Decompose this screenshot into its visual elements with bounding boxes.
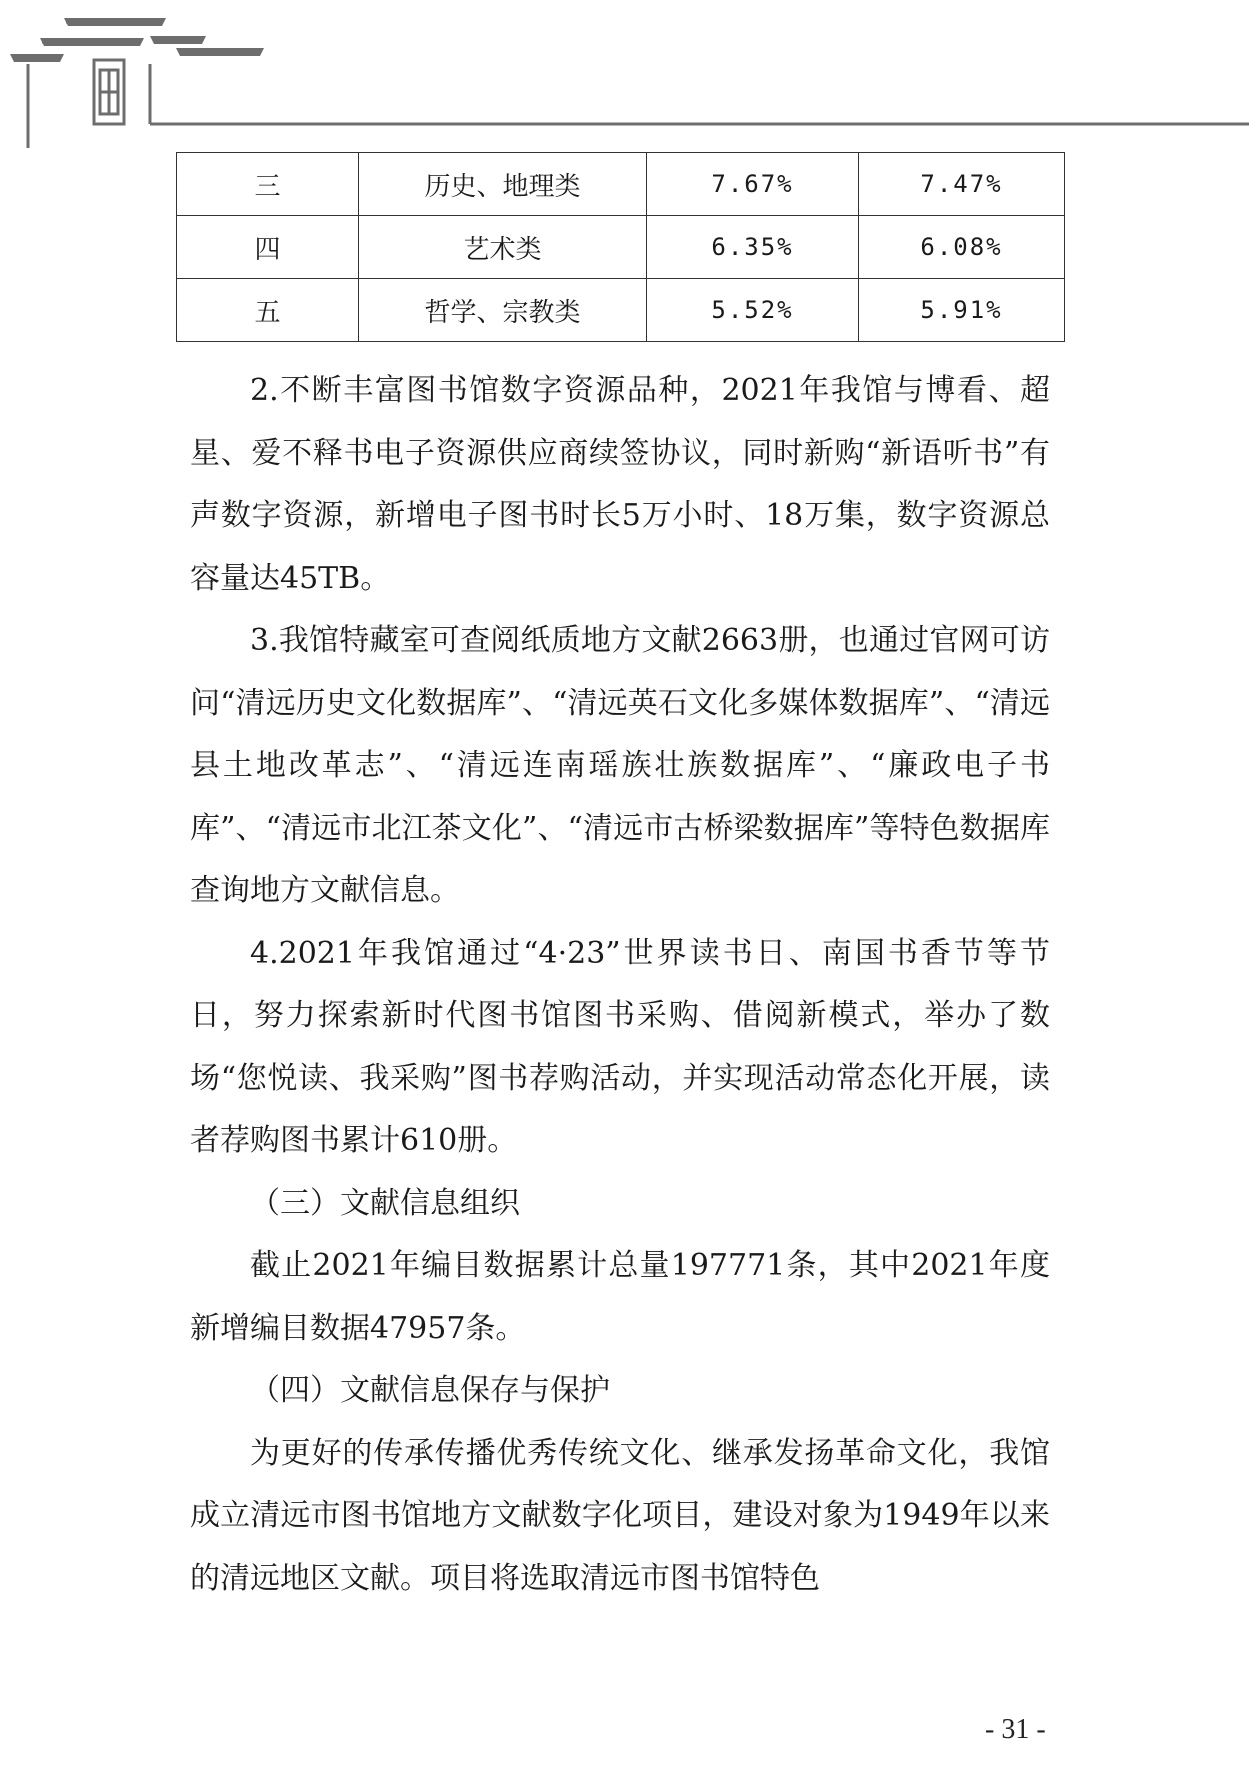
table-cell-value: 7.47%: [859, 153, 1065, 216]
table-cell-value: 6.35%: [647, 216, 859, 279]
statistics-table: [176, 152, 1065, 342]
section-heading: （三）文献信息组织: [250, 1185, 520, 1221]
table-cell-rank: 五: [177, 279, 359, 342]
table-cell-value: 7.67%: [647, 153, 859, 216]
table-cell-rank: 四: [177, 216, 359, 279]
table-row: [177, 279, 1065, 342]
table-cell-value: 5.52%: [647, 279, 859, 342]
table-row: [177, 153, 1065, 216]
table-cell-value: 5.91%: [859, 279, 1065, 342]
page-number: - 31 -: [985, 1714, 1046, 1745]
paragraph: 2.不断丰富图书馆数字资源品种，2021年我馆与博看、超星、爱不释书电子资源供应商续签协议，同时新购“新语听书”有声数字资源，新增电子图书时长5万小时、18万集，数字资源总容量达45TB。: [190, 373, 1050, 596]
table-cell-value: 6.08%: [859, 216, 1065, 279]
table-cell-rank: 三: [177, 153, 359, 216]
paragraph: 截止2021年编目数据累计总量197771条，其中2021年度新增编目数据47957条。: [190, 1248, 1050, 1346]
section-heading: （四）文献信息保存与保护: [250, 1373, 610, 1408]
paragraph: 3.我馆特藏室可查阅纸质地方文献2663册，也通过官网可访问“清远历史文化数据库”、“清远英石文化多媒体数据库”、“清远县土地改革志”、“清远连南瑶族壮族数据库”、“廉政电子书库”、“清远市北江茶文化”、“清远市古桥梁数据库”等特色数据库查询地方文献信息。: [190, 623, 1050, 908]
paragraph: 4.2021年我馆通过“4·23”世界读书日、南国书香节等节日，努力探索新时代图书馆图书采购、借阅新模式，举办了数场“您悦读、我采购”图书荐购活动，并实现活动常态化开展，读者荐购图书累计610册。: [190, 935, 1050, 1158]
table-row: [177, 216, 1065, 279]
paragraph: 为更好的传承传播优秀传统文化、继承发扬革命文化，我馆成立清远市图书馆地方文献数字化项目，建设对象为1949年以来的清远地区文献。项目将选取清远市图书馆特色: [190, 1435, 1050, 1596]
table-cell-category: 哲学、宗教类: [359, 279, 647, 342]
header-ornament-icon: [0, 0, 1249, 160]
body-text: [190, 360, 1050, 1610]
table-cell-category: 艺术类: [359, 216, 647, 279]
table-cell-category: 历史、地理类: [359, 153, 647, 216]
